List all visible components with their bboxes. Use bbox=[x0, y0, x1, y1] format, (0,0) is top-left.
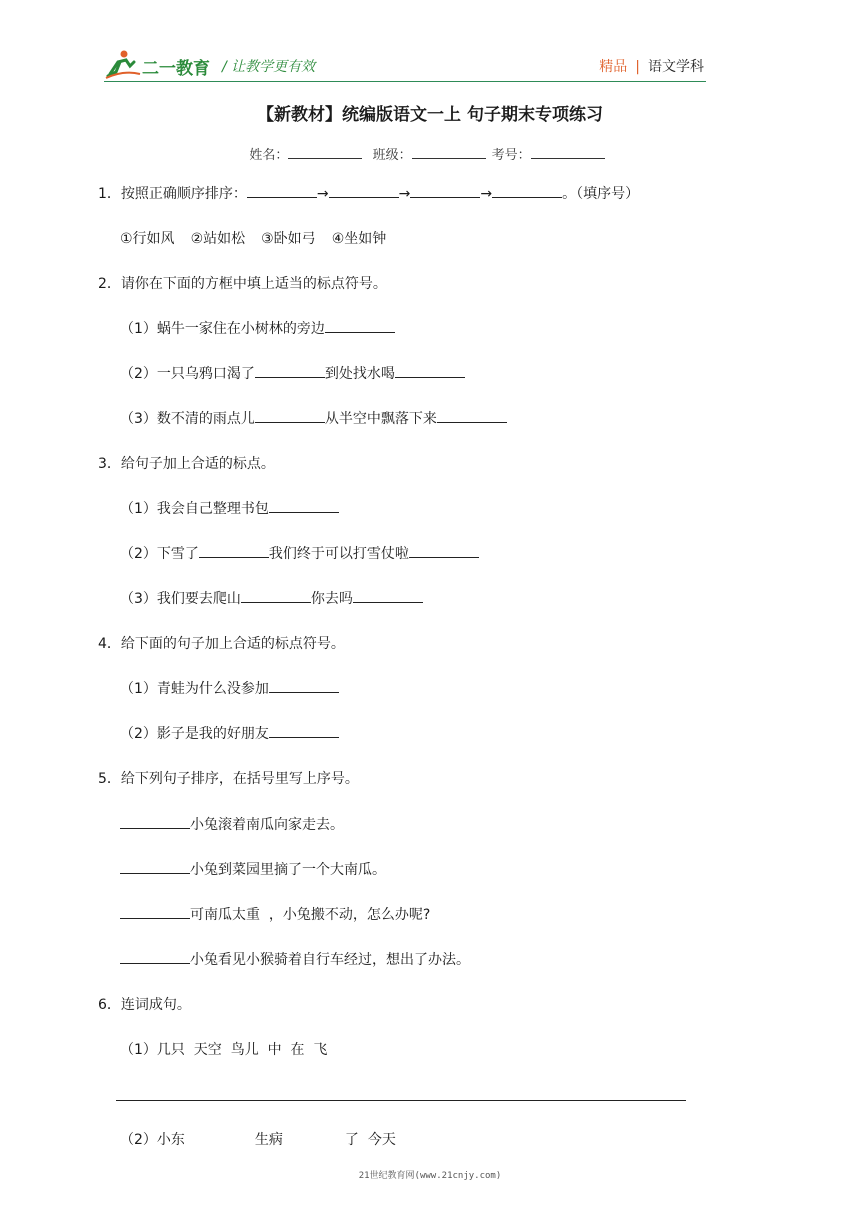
q3-item-text: （1）我会自己整理书包 bbox=[120, 501, 269, 517]
q1-blank-4[interactable] bbox=[492, 183, 562, 198]
header-tags bbox=[599, 56, 704, 76]
q1-option: ④坐如钟 bbox=[331, 231, 387, 247]
q1-option: ②站如松 bbox=[190, 231, 246, 247]
logo-text: 二一教育 bbox=[142, 59, 210, 79]
exam-blank[interactable] bbox=[531, 146, 605, 159]
q1-options bbox=[120, 228, 386, 248]
q1-blank-1[interactable] bbox=[247, 183, 317, 198]
page-footer: 21世纪教育网(www.21cnjy.com) bbox=[358, 1171, 502, 1181]
q1-arrow: → bbox=[480, 186, 493, 202]
q2-blank[interactable] bbox=[255, 408, 325, 423]
q5-blank[interactable] bbox=[120, 949, 190, 964]
q5-blank[interactable] bbox=[120, 814, 190, 829]
q5-item-text: 小兔看见小猴骑着自行车经过，想出了办法。 bbox=[190, 952, 470, 968]
q3-item-text: 你去吗 bbox=[310, 591, 353, 607]
q3-blank[interactable] bbox=[241, 588, 311, 603]
q1-arrow: → bbox=[398, 186, 411, 202]
page-title: 【新教材】统编版语文一上 句子期末专项练习 bbox=[257, 105, 603, 125]
q5-blank[interactable] bbox=[120, 904, 190, 919]
q5-item bbox=[120, 904, 430, 924]
q5-item-text: 小兔滚着南瓜向家走去。 bbox=[190, 817, 344, 833]
slogan: / 让教学更有效 bbox=[222, 59, 316, 75]
q3-item-3 bbox=[120, 588, 423, 608]
q6-word: 了 今天 bbox=[344, 1132, 396, 1148]
name-label: 姓名： bbox=[249, 148, 289, 163]
student-info bbox=[0, 144, 860, 163]
question-2: 2．请你在下面的方框中填上适当的标点符号。 bbox=[98, 276, 387, 292]
q1-blank-3[interactable] bbox=[410, 183, 480, 198]
brand-logo bbox=[104, 48, 216, 80]
q3-item-text: 我们终于可以打雪仗啦 bbox=[268, 546, 409, 562]
q2-item-text: （2）一只乌鸦口渴了 bbox=[120, 366, 255, 382]
q1-blank-2[interactable] bbox=[329, 183, 399, 198]
q2-item-1 bbox=[120, 318, 395, 338]
class-label: 班级： bbox=[372, 148, 412, 163]
q4-item-text: （2）影子是我的好朋友 bbox=[120, 726, 269, 742]
q3-item-2 bbox=[120, 543, 479, 563]
q1-option: ③卧如弓 bbox=[261, 231, 316, 247]
q3-item-text: （3）我们要去爬山 bbox=[120, 591, 241, 607]
q3-blank[interactable] bbox=[409, 543, 479, 558]
q3-blank[interactable] bbox=[353, 588, 423, 603]
q2-item-text: 从半空中飘落下来 bbox=[324, 411, 437, 427]
q3-blank[interactable] bbox=[199, 543, 269, 558]
q4-blank[interactable] bbox=[269, 678, 339, 693]
name-blank[interactable] bbox=[288, 146, 362, 159]
q2-blank[interactable] bbox=[437, 408, 507, 423]
question-3: 3．给句子加上合适的标点。 bbox=[98, 456, 275, 472]
question-5: 5．给下列句子排序，在括号里写上序号。 bbox=[98, 771, 359, 787]
q2-blank[interactable] bbox=[325, 318, 395, 333]
q1-arrow: → bbox=[316, 186, 329, 202]
q2-item-text: （1）蜗牛一家住在小树林的旁边 bbox=[120, 321, 325, 337]
q5-item bbox=[120, 859, 386, 879]
tag-separator: | bbox=[635, 59, 640, 75]
q3-blank[interactable] bbox=[269, 498, 339, 513]
header-divider bbox=[104, 81, 706, 82]
q3-item-text: （2）下雪了 bbox=[120, 546, 199, 562]
q1-suffix: 。（填序号） bbox=[562, 186, 640, 202]
q2-blank[interactable] bbox=[255, 363, 325, 378]
tag-premium: 精品 bbox=[599, 59, 628, 75]
q4-item-1 bbox=[120, 678, 339, 698]
q2-item-text: （3）数不清的雨点儿 bbox=[120, 411, 255, 427]
exam-label: 考号： bbox=[491, 148, 531, 163]
q6-item-2 bbox=[120, 1129, 396, 1149]
class-blank[interactable] bbox=[412, 146, 486, 159]
question-1 bbox=[98, 183, 639, 203]
q1-prompt: 1．按照正确顺序排序： bbox=[98, 186, 247, 202]
q5-item bbox=[120, 814, 344, 834]
q1-option: ①行如风 bbox=[120, 231, 175, 247]
q2-item-text: 到处找水喝 bbox=[324, 366, 395, 382]
q3-item-1 bbox=[120, 498, 339, 518]
q6-item-text: （2）小东 bbox=[120, 1132, 185, 1148]
q4-item-text: （1）青蛙为什么没参加 bbox=[120, 681, 269, 697]
q5-item bbox=[120, 949, 470, 969]
q6-answer-line[interactable] bbox=[116, 1100, 686, 1101]
q5-item-text: 小兔到菜园里摘了一个大南瓜。 bbox=[190, 862, 386, 878]
tag-subject: 语文学科 bbox=[648, 59, 704, 75]
q2-blank[interactable] bbox=[395, 363, 465, 378]
q2-item-2 bbox=[120, 363, 465, 383]
q5-blank[interactable] bbox=[120, 859, 190, 874]
q6-item-1: （1）几只 天空 鸟儿 中 在 飞 bbox=[120, 1042, 328, 1058]
q2-item-3 bbox=[120, 408, 507, 428]
q4-item-2 bbox=[120, 723, 339, 743]
question-6: 6．连词成句。 bbox=[98, 997, 191, 1013]
q5-item-text: 可南瓜太重 ，小兔搬不动，怎么办呢? bbox=[190, 907, 431, 923]
q4-blank[interactable] bbox=[269, 723, 339, 738]
q6-word: 生病 bbox=[254, 1132, 283, 1148]
question-4: 4．给下面的句子加上合适的标点符号。 bbox=[98, 636, 345, 652]
